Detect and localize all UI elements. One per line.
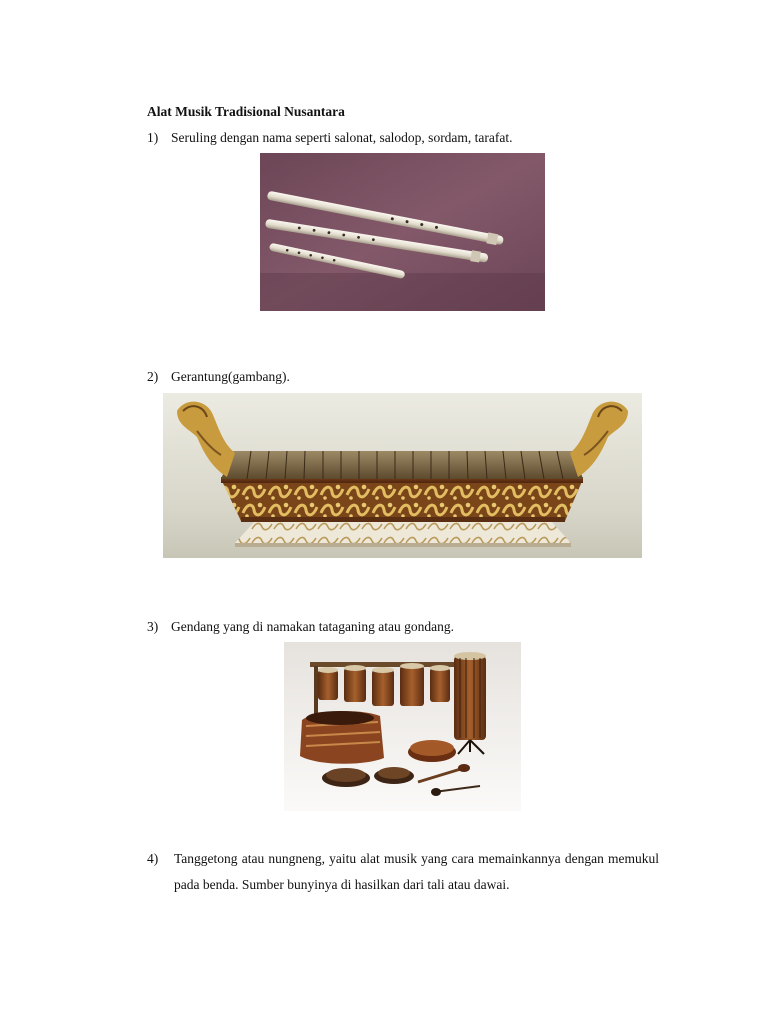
list-item-2 xyxy=(147,369,290,385)
gendang-photo xyxy=(284,642,521,811)
item-number: 2) xyxy=(147,369,159,384)
item-number: 4) xyxy=(147,851,159,866)
document-title: Alat Musik Tradisional Nusantara xyxy=(147,104,345,119)
list-item-1 xyxy=(147,130,513,146)
list-item-3 xyxy=(147,619,454,635)
gambang-photo xyxy=(163,393,642,558)
item-number: 1) xyxy=(147,130,159,145)
item-text: Gerantung(gambang). xyxy=(171,369,290,384)
item-number: 3) xyxy=(147,619,159,634)
list-item-4 xyxy=(147,846,659,898)
item-text: Seruling dengan nama seperti salonat, salodop, sordam, tarafat. xyxy=(171,130,513,145)
item-text: Gendang yang di namakan tataganing atau gondang. xyxy=(171,619,455,634)
item-text: Tanggetong atau nungneng, yaitu alat musik yang cara memainkannya dengan memukul pada benda. Sumber bunyinya di hasilkan dari tali atau dawai. xyxy=(174,851,659,892)
seruling-photo xyxy=(260,153,545,311)
